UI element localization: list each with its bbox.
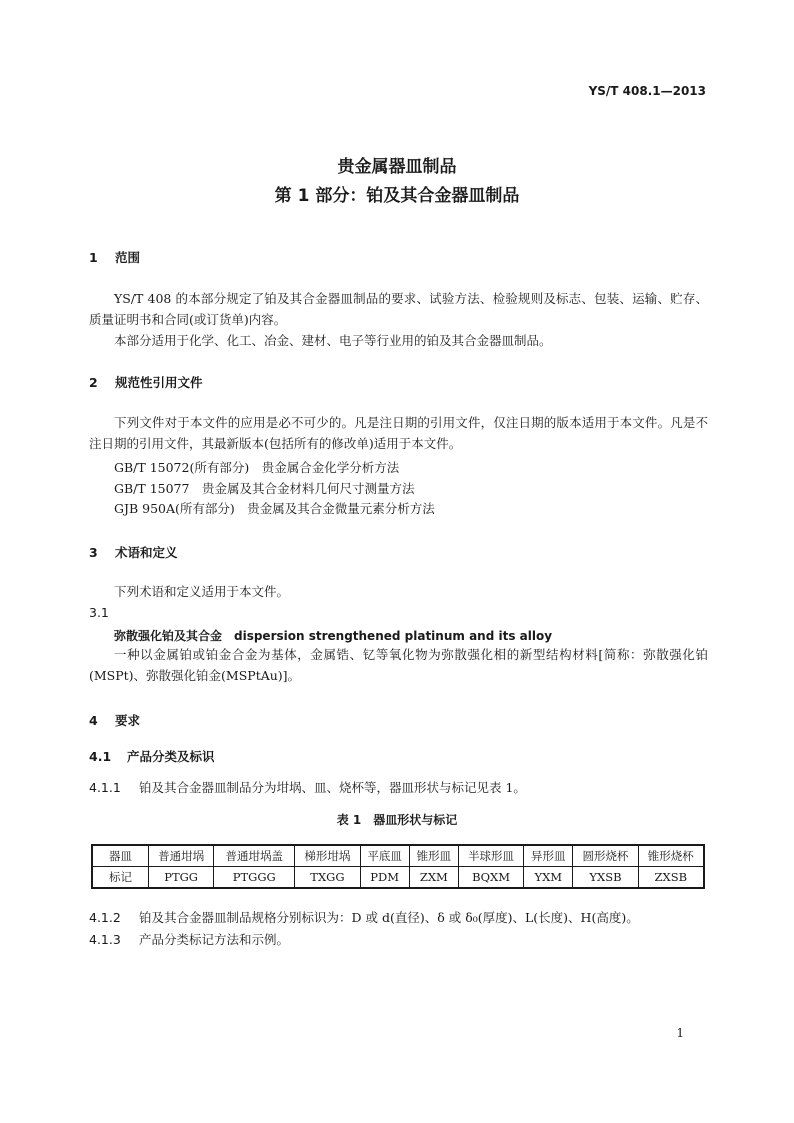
section-4-heading [89, 711, 140, 729]
table-cell: 圆形烧杯 [573, 845, 638, 867]
table-row [92, 845, 704, 867]
table-cell: 锥形烧杯 [638, 845, 704, 867]
clause-number: 4.1.2 [89, 910, 121, 925]
table-cell: TXGG [295, 867, 360, 889]
section-2-para-1: 下列文件对于本文件的应用是必不可少的。凡是注日期的引用文件，仅注日期的版本适用于本文件。凡是不注日期的引用文件，其最新版本(包括所有的修改单)适用于本文件。 [89, 415, 708, 451]
clause-text: 铂及其合金器皿制品分为坩埚、皿、烧杯等，器皿形状与标记见表 1。 [139, 780, 526, 795]
standard-number: YS/T 408.1—2013 [588, 84, 706, 98]
section-number: 2 [89, 375, 98, 390]
section-2-heading [89, 373, 203, 391]
page-number: 1 [676, 1026, 684, 1040]
section-title: 规范性引用文件 [115, 375, 203, 390]
table-cell: 异形皿 [524, 845, 573, 867]
subsection-4-1-heading [89, 747, 215, 765]
table-cell: ZXSB [638, 867, 704, 889]
section-title: 术语和定义 [115, 545, 178, 560]
clause-text: 铂及其合金器皿制品规格分别标识为：D 或 d(直径)、δ 或 δ₀(厚度)、L(长度)、H(高度)。 [139, 910, 639, 925]
table-cell: PTGG [149, 867, 214, 889]
reference-item: GJB 950A(所有部分) 贵金属及其合金微量元素分析方法 [114, 501, 435, 516]
term-number: 3.1 [89, 605, 109, 620]
clause-4-1-1 [89, 778, 526, 796]
reference-item: GB/T 15072(所有部分) 贵金属合金化学分析方法 [114, 460, 400, 475]
table-cell: 普通坩埚 [149, 845, 214, 867]
table-cell: ZXM [409, 867, 458, 889]
subsection-number: 4.1 [89, 749, 112, 764]
clause-number: 4.1.3 [89, 932, 121, 947]
section-title: 范围 [115, 250, 141, 265]
section-number: 3 [89, 545, 98, 560]
table-cell: YXSB [573, 867, 638, 889]
table-cell: BQXM [458, 867, 523, 889]
table-cell: PDM [360, 867, 409, 889]
section-3-para-1: 下列术语和定义适用于本文件。 [114, 584, 290, 599]
doc-subtitle: 第 1 部分：铂及其合金器皿制品 [274, 186, 520, 206]
shape-marking-table [91, 844, 705, 889]
section-1-para-1: YS/T 408 的本部分规定了铂及其合金器皿制品的要求、试验方法、检验规则及标志、包装、运输、贮存、质量证明书和合同(或订货单)内容。 [89, 291, 708, 327]
clause-4-1-3 [89, 930, 289, 948]
table-cell: 普通坩埚盖 [214, 845, 295, 867]
table-cell: 梯形坩埚 [295, 845, 360, 867]
table-cell: YXM [524, 867, 573, 889]
table-cell: PTGGG [214, 867, 295, 889]
table-cell: 标记 [92, 867, 149, 889]
section-number: 1 [89, 250, 98, 265]
table-cell: 平底皿 [360, 845, 409, 867]
doc-title: 贵金属器皿制品 [337, 157, 457, 177]
table-caption: 表 1 器皿形状与标记 [336, 813, 458, 827]
table-cell: 器皿 [92, 845, 149, 867]
clause-text: 产品分类标记方法和示例。 [139, 932, 290, 947]
section-3-heading [89, 543, 178, 561]
clause-4-1-2 [89, 908, 639, 926]
table-row [92, 867, 704, 889]
section-1-heading [89, 248, 140, 266]
section-number: 4 [89, 713, 98, 728]
clause-number: 4.1.1 [89, 780, 121, 795]
section-title: 要求 [115, 713, 141, 728]
reference-item: GB/T 15077 贵金属及其合金材料几何尺寸测量方法 [114, 481, 415, 496]
subsection-title: 产品分类及标识 [127, 749, 215, 764]
term-definition: 一种以金属铂或铂金合金为基体，金属锆、钇等氧化物为弥散强化相的新型结构材料[简称：弥散强化铂(MSPt)、弥散强化铂金(MSPtAu)]。 [89, 647, 708, 683]
section-1-para-2: 本部分适用于化学、化工、冶金、建材、电子等行业用的铂及其合金器皿制品。 [114, 333, 552, 348]
term-name: 弥散强化铂及其合金 dispersion strengthened platinum and its alloy [114, 629, 553, 643]
table-cell: 半球形皿 [458, 845, 523, 867]
table-cell: 锥形皿 [409, 845, 458, 867]
